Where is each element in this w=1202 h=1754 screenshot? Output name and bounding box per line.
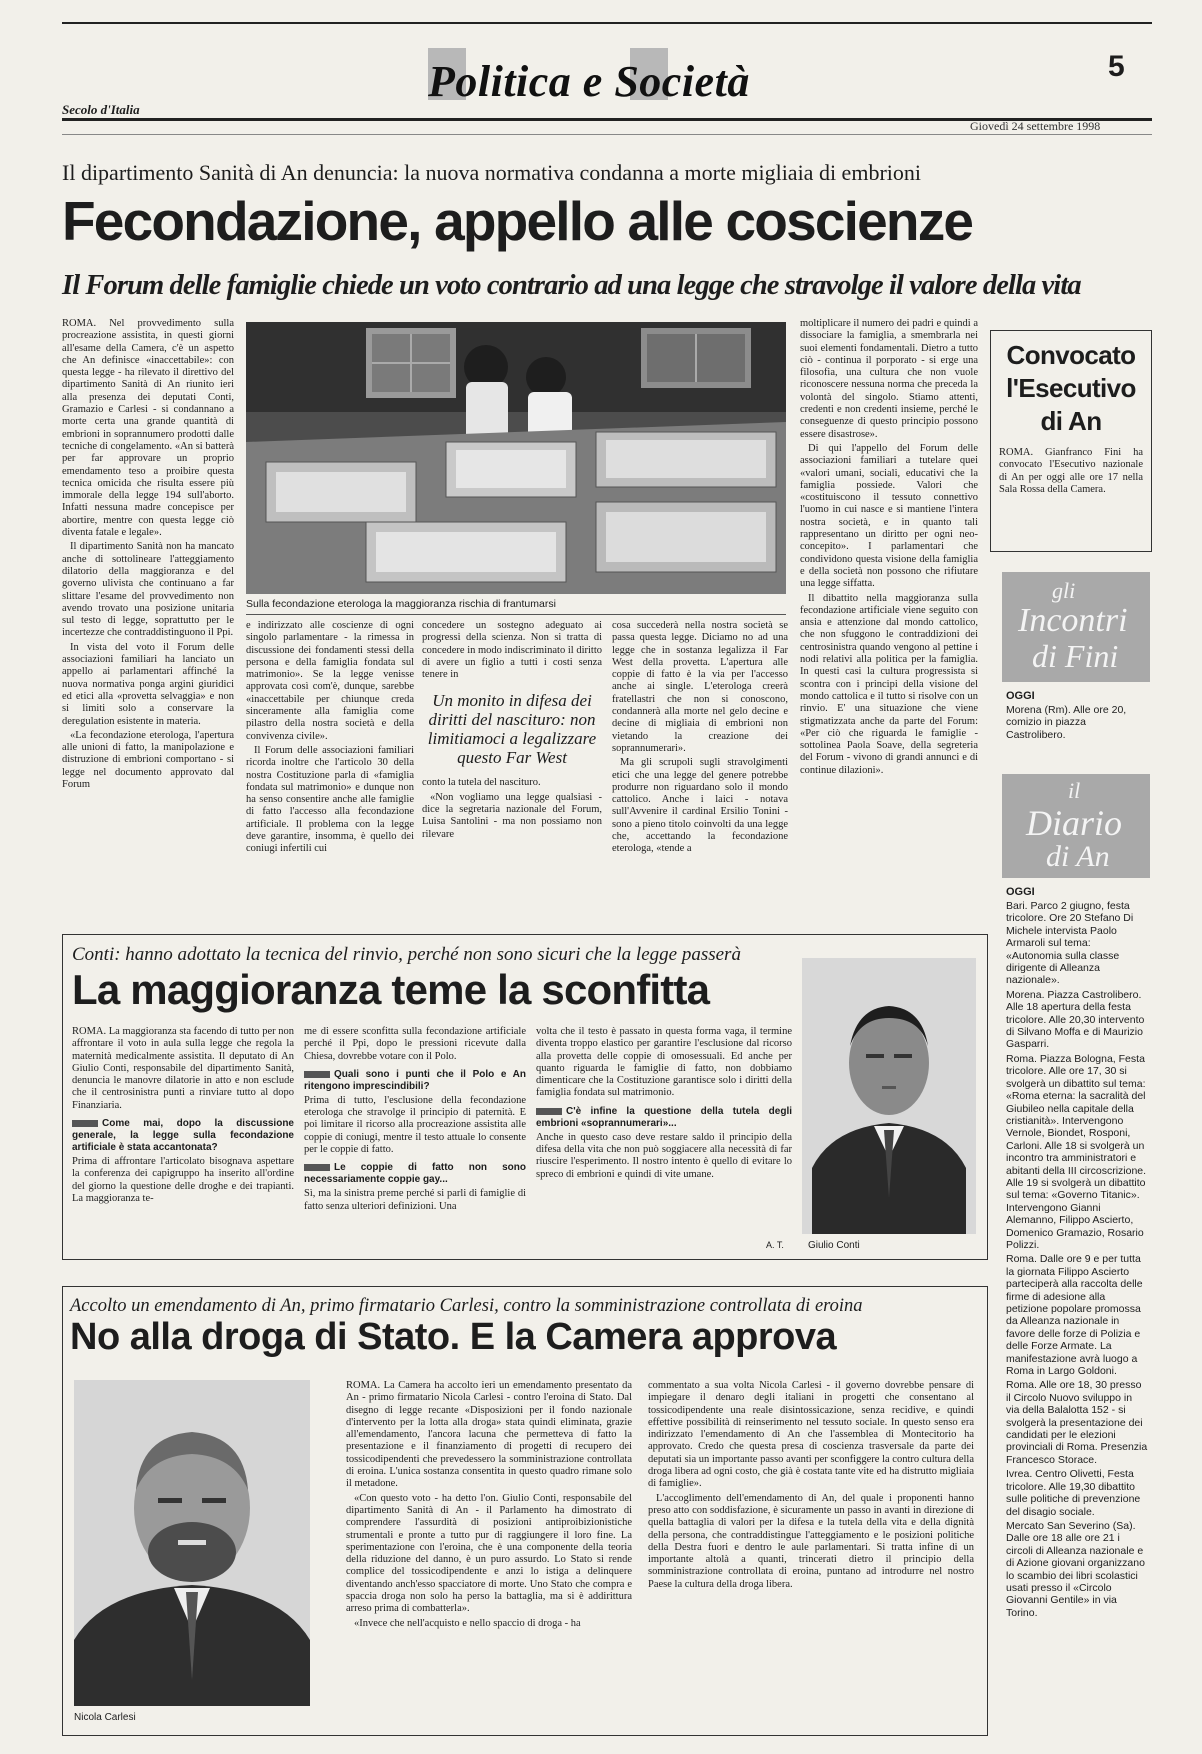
droga-photo <box>74 1380 310 1706</box>
diario-line-3: di An <box>1046 840 1110 873</box>
conti-answer-1: Prima di affrontare l'articolato bisognava aspettare la conferenza dei capigruppo ha inserito all'ordine del giorno la questione delle droghe e dei trapianti. La maggioranza te- <box>72 1156 294 1204</box>
lead-col-4-p1: cosa succederà nella nostra società se passa questa legge. Diciamo no ad una legge che in sostanza legalizza il Far West della provetta. L'apertura alle coppie di fatto è la via per l'accesso anche ai single. L'eterologa creerà fratellastri che non si conoscono, condannerà alla morte nel gelo decine e decine di migliaia di embrioni non vietando la creazione dei soprannumerari». <box>612 620 788 754</box>
conti-question-2-text: Quali sono i punti che il Polo e An ritengono imprescindibili? <box>304 1068 526 1092</box>
droga-photo-caption: Nicola Carlesi <box>74 1712 136 1723</box>
lead-pull-quote: Un monito in difesa dei diritti del nascituro: non limitiamoci a legalizzare questo Far West <box>427 691 597 768</box>
diario-oggi-label: OGGI <box>1006 886 1035 898</box>
lead-col-2-p1: e indirizzato alle coscienze di ogni singolo parlamentare - la rimessa in discussione dei fondamenti stessi della persona e della famiglia fondata sul matrimonio». Se la legge venisse approvata così com'è, dunque, sarebbe «inaccettabile per chiunque creda sinceramente alla famiglia come pilastro della nostra società e della convivenza civile». <box>246 620 414 742</box>
lead-photo-caption: Sulla fecondazione eterologa la maggioranza rischia di frantumarsi <box>246 598 556 610</box>
lead-col-3-p1: concedere un sostegno adeguato ai progressi della scienza. Non si tratta di concedere in modo indiscriminato il diritto di avere un figlio a tutti i costi senza tenere in <box>422 620 602 681</box>
lead-col-2-p2: Il Forum delle associazioni familiari ricorda inoltre che l'articolo 30 della nostra Costituzione parla di «famiglia fondata sul matrimonio» e dunque non ha senso consentire anche alle famiglie di fatto l'accesso alla fecondazione artificiale. Il problema con la legge deve garantire, insomma, è quello dei coniugi infertili cui <box>246 744 414 855</box>
conti-col-3-text: volta che il testo è passato in questa forma vaga, il termine diventa troppo elastico per garantire l'esclusione dal ricorso alla provetta delle coppie di omosessuali. Ed anche per quanto riguarda le famiglie di fatto, non dobbiamo dimenticare che la Costituzione garantisce solo i diritti della famiglia fondata sul matrimonio. <box>536 1026 792 1099</box>
conti-answer-2: Prima di tutto, l'esclusione della fecondazione eterologa che stravolge il principio di paternità. E poi limitare il ricorso alla procreazione assistita alle coppie di coniugi, mentre il testo attuale lo consente per le coppie di fatto. <box>304 1094 526 1156</box>
lead-col-4-p2: Ma gli scrupoli sugli stravolgimenti etici che una legge del genere potrebbe produrre non riguardano solo il mondo cattolico. Anche i laici - notava sull'Avvenire il cardinal Ersilio Tonini - sono a pieno titolo coinvolti da una legge che, accettando la fecondazione eterologa, «tende a <box>612 757 788 855</box>
lead-col-3-p3: «Non vogliamo una legge qualsiasi - dice la segretaria nazionale del Forum, Luisa Santolini - ma non possiamo non rilevare <box>422 791 602 840</box>
convocato-title: Convocato l'Esecutivo di An <box>1006 340 1136 436</box>
lead-subhead: Il Forum delle famiglie chiede un voto contrario ad una legge che stravolge il valore della vita <box>62 270 1081 301</box>
diario-entry: Roma. Piazza Bologna, Festa tricolore. Alle ore 17, 30 si svolgerà un dibattito sul tema: «Roma eterna: la sacralità del Giubileo nella capitale della cristianità». Intervengono Vernole, Biondet, Rosponi, Carloni. Alle 18 si svolgerà un incontro tra amministratori e abitanti della III circoscrizione. Alle 19 si svolgerà un dibattito sul tema: «Governo Titanic». Intervengono Gianni Alemanno, Filippo Ascierto, Domenico Gramazio, Rosario Polizzi. <box>1006 1052 1147 1251</box>
conti-col-1 <box>72 1026 294 1252</box>
portrait-illustration <box>802 958 976 1234</box>
incontri-entry: Morena (Rm). Alle ore 20, comizio in piazza Castrolibero. <box>1006 704 1127 741</box>
incontri-banner <box>1002 572 1150 682</box>
conti-question-3-text: Le coppie di fatto non sono necessariamente coppie gay... <box>304 1162 526 1186</box>
diario-line-2: Diario <box>1026 803 1123 843</box>
lead-col-5-p1: moltiplicare il numero dei padri e quindi a dissociare la famiglia, a smembrarla nei suoi elementi fondamentali. Dietro a tutto ciò - continua il porporato - si erge una filosofia, una cultura che non vuole riconoscere nessuna norma che preceda la volontà del singolo. Stiamo attenti, credenti e non credenti insieme, perché le conseguenze di questo principio possono essere disastrose». <box>800 318 978 440</box>
section-title-text: Politica e Società <box>428 57 750 106</box>
conti-headline: La maggioranza teme la sconfitta <box>72 966 710 1013</box>
droga-col-1-p3: «Invece che nell'acquisto e nello spaccio di droga - ha <box>354 1617 581 1629</box>
conti-question-3 <box>304 1162 526 1186</box>
droga-col-1 <box>346 1380 632 1728</box>
top-rule <box>62 22 1152 24</box>
question-bar <box>72 1120 98 1127</box>
conti-photo <box>802 958 976 1234</box>
diario-line-1: il <box>1068 778 1081 803</box>
conti-question-1-text: Come mai, dopo la discussione generale, la legge sulla fecondazione artificiale è stata accantonata? <box>72 1118 294 1154</box>
conti-signature: A. T. <box>766 1240 784 1250</box>
diario-entry: Roma. Alle ore 18, 30 presso il Circolo Nuovo sviluppo in via della Balalotta 152 - si svolgerà la presentazione dei candidati per le elezioni provinciali di Roma. Presenzia Francesco Storace. <box>1006 1379 1148 1466</box>
conti-question-1 <box>72 1118 294 1154</box>
conti-question-2 <box>304 1069 526 1093</box>
droga-col-2 <box>648 1380 974 1728</box>
conti-answer-3: Sì, ma la sinistra preme perché si parli di famiglie di fatto senza ulteriori definizioni. Una <box>304 1188 526 1212</box>
section-title <box>300 40 900 110</box>
lead-col-5 <box>800 318 978 912</box>
page-number: 5 <box>1108 50 1125 83</box>
diario-entry: Bari. Parco 2 giugno, festa tricolore. Ore 20 Stefano Di Michele intervista Paolo Armaroli sul tema: «Autonomia sulla classe dirigente di Alleanza nazionale». <box>1006 900 1134 987</box>
question-bar <box>304 1164 330 1171</box>
lead-col-3-p2: conto la tutela del nascituro. <box>422 777 541 789</box>
lead-col-1 <box>62 318 234 912</box>
masthead-rule-thin <box>62 134 1152 135</box>
droga-kicker: Accolto un emendamento di An, primo firmatario Carlesi, contro la somministrazione controllata di eroina <box>70 1296 863 1316</box>
nursery-photo-illustration <box>246 322 786 594</box>
diario-entry: Morena. Piazza Castrolibero. Alle 18 apertura della festa tricolore. Alle 20,30 intervento di Silvano Moffa e di Maurizio Gasparri. <box>1006 988 1145 1051</box>
diario-entry: Ivrea. Centro Olivetti, Festa tricolore. Alle 19,30 dibattito sulle politiche di prevenzione del disagio sociale. <box>1006 1468 1141 1518</box>
conti-question-4 <box>536 1106 792 1130</box>
droga-col-1-p1: ROMA. La Camera ha accolto ieri un emendamento presentato da An - primo firmatario Nicola Carlesi - contro l'eroina di Stato. Dal disegno di legge recante «Disposizioni per il fondo nazionale d'intervento per la lotta alla droga» stata quindi eliminata, grazie all'emendamento, l'ancora lacuna che permetteva di fatto la presentazione e il finanziamento di progetti di recupero dei tossicodipendenti che prevedessero la somministrazione controllata di eroina. L'unica sostanza consentita in questo quadro rimane solo il metadone. <box>346 1380 632 1490</box>
lead-col-2 <box>246 620 414 912</box>
droga-headline: No alla droga di Stato. E la Camera approva <box>70 1316 837 1358</box>
portrait-illustration <box>74 1380 310 1706</box>
incontri-line-3: di Fini <box>1032 638 1119 674</box>
incontri-line-2: Incontri <box>1018 602 1128 639</box>
conti-col-1-text: ROMA. La maggioranza sta facendo di tutto per non affrontare il voto in aula sulla legge che regola la maternità medicalmente assistita. Il deputato di An Giulio Conti, responsabile del dipartimento Sanità, denuncia le manovre dilatorie in atto e non esclude che il centrosinistra punti a rinviare tutto al dopo Finanziaria. <box>72 1026 294 1111</box>
issue-date: Giovedì 24 settembre 1998 <box>970 119 1101 133</box>
conti-col-2-text: me di essere sconfitta sulla fecondazione artificiale perché il Ppi, dopo le pressioni ricevute dalla Chiesa, dovrebbe votare con il Polo. <box>304 1026 526 1062</box>
diario-entry: Mercato San Severino (Sa). Dalle ore 18 alle ore 21 i circoli di Alleanza nazionale e di Azione giovani organizzano lo scambio dei libri scolastici usati presso il «Circolo Giovanni Gentile» in via Torino. <box>1006 1519 1145 1619</box>
incontri-line-1: gli <box>1052 578 1076 603</box>
diario-entry: Roma. Dalle ore 9 e per tutta la giornata Filippo Ascierto parteciperà alla raccolta delle firme di adesione alla petizione popolare promossa da Alleanza nazionale in favore delle forze di Polizia e delle Forze Armate. La manifestazione avrà luogo a Roma in Largo Goldoni. <box>1006 1253 1143 1378</box>
lead-photo-caption-rule <box>246 614 786 615</box>
diario-banner <box>1002 774 1150 878</box>
lead-col-4 <box>612 620 788 912</box>
convocato-box <box>990 330 1152 552</box>
lead-headline: Fecondazione, appello alle coscienze <box>62 190 973 252</box>
diario-entries <box>1006 900 1148 1735</box>
lead-col-5-p2: Di qui l'appello del Forum delle associazioni familiari a tutelare quei «valori umani, sociali, educativi che la famiglia possiede. Valori che «costituiscono il tessuto connettivo l'uomo in cui nasce e si mantiene l'intera nostra società, e in quanto tali rappresentano un diritto per ogni neo-concepito». I parlamentari che condividono questa visione della famiglia e della società non possono che rifiutare una legge siffatta. <box>800 442 978 590</box>
conti-col-2 <box>304 1026 526 1252</box>
droga-col-1-p2: «Con questo voto - ha detto l'on. Giulio Conti, responsabile del dipartimento Sanità di An - il Parlamento ha dimostrato di comprendere l'assurdità di posizioni antiproibizionistiche strumentali e pronte a tutto pur di raggiungere il loro fine. La sperimentazione con l'eroina, che è una componente della teoria della riduzione del danno, è un puro assurdo. Lo Stato si rende complice del tossicodipendente e anzi lo istiga a delinquere diventando anch'esso spacciatore di morte. Uno Stato che compra e spaccia droga non solo ha perso la battaglia, ma si è addirittura arreso prima di combatterla». <box>346 1492 632 1615</box>
lead-col-1-p3: In vista del voto il Forum delle associazioni familiari ha lanciato un appello ai parlamentari affinché la nuova normativa ponga argini giuridici ed etici alla «provetta selvaggia» e non si limiti solo a conservare la deregulation esistente in materia. <box>62 641 234 727</box>
conti-answer-4: Anche in questo caso deve restare saldo il principio della difesa della vita che non può soggiacere alla necessità di far riuscire l'esperimento. Il nostro intento è quello di evitare lo spreco di embrioni e quindi di vite umane. <box>536 1131 792 1180</box>
lead-col-1-p2: Il dipartimento Sanità non ha mancato anche di sottolineare l'atteggiamento dilatorio della maggioranza e del governo ulivista che continuano a far slittare l'esame del provvedimento non avendo trovato una posizione unitaria sul testo di legge, soprattutto per le incertezze che contraddistinguono il Ppi. <box>62 541 234 639</box>
incontri-oggi-label: OGGI <box>1006 690 1035 702</box>
paper-name: Secolo d'Italia <box>62 102 140 117</box>
lead-col-1-p4: «La fecondazione eterologa, l'apertura alle unioni di fatto, la manipolazione e distruzione di embrioni comportano - si legge nel documento approvato dal Forum <box>62 729 234 790</box>
convocato-text: ROMA. Gianfranco Fini ha convocato l'Esecutivo nazionale di An per oggi alle ore 17 nella Sala Rossa della Camera. <box>999 447 1143 495</box>
lead-col-1-p1: ROMA. Nel provvedimento sulla procreazione assistita, in questi giorni all'esame della Camera, c'è un aspetto che An definisce «inaccettabile»: con questa legge - ha rilevato il direttivo del dipartimento Sanità di An riunito ieri alla presenza dei deputati Conti, Gramazio e Carlesi - si condannano a morte certa una grande quantità di embrioni in soprannumero prodotti dalle tecniche di congelamento. «An si batterà per far approvare un proprio emendamento teso a proibire questa tecnica omicida che risulta essere più immorale della legge 194 sull'aborto. Infatti nessuna madre concepisce per abortire, mentre con questa legge ciò diventa fatale e legale». <box>62 318 234 539</box>
conti-photo-caption: Giulio Conti <box>808 1240 860 1251</box>
lead-kicker: Il dipartimento Sanità di An denuncia: la nuova normativa condanna a morte migliaia di embrioni <box>62 160 921 185</box>
lead-photo <box>246 322 786 594</box>
question-bar <box>536 1108 562 1115</box>
conti-col-3 <box>536 1026 792 1236</box>
lead-col-3 <box>422 620 602 912</box>
droga-col-2-p1: commentato a sua volta Nicola Carlesi - il governo dovrebbe pensare di impiegare il denaro degli italiani in progetti che consentano al tossicodipendente una reale disintossicazione, senza recidive, e quindi effettive possibilità di reinserimento nel tessuto sociale. In questo senso era indirizzato l'emendamento di An che l'assemblea di Montecitorio ha approvato. Credo che questa presa di coscienza trasversale da parte dei deputati sia un importante passo avanti per sconfiggere la contro cultura della droga libera ad ogni costo, che già è costata tante vite ed ha distrutto migliaia di famiglie». <box>648 1380 974 1490</box>
lead-col-5-p3: Il dibattito nella maggioranza sulla fecondazione artificiale viene seguito con ansia e attenzione dal mondo cattolico, che non sfuggono le contraddizioni dei centrosinistra quando vengono al pettine i nodi relativi alla politica per la famiglia. In questi casi la cultura progressista si scontra con i principi della visione del mondo cattolica e il tutto si risolve con un rinvio. E' una situazione che viene stigmatizzata anche da parte del Forum: «Per ciò che riguarda le famiglie - sottolinea Paola Soave, della segreteria del Forum - vivono di grandi annunci e di continue dilazioni». <box>800 592 978 776</box>
conti-kicker: Conti: hanno adottato la tecnica del rinvio, perché non sono sicuri che la legge passerà <box>72 944 741 965</box>
droga-col-2-p2: L'accoglimento dell'emendamento di An, del quale i proponenti hanno preso atto con soddisfazione, è sicuramente un passo in avanti in direzione di quella battaglia di valori per la difesa e la tutela della vita e della dignità della persona, che contraddistingue l'atteggiamento e le posizioni politiche della Destra fuori e dentro le aule parlamentari. Si tratta infine di un importante altolà a quanti, trincerati dietro il principio della somministrazione controllata di eroina, puntano ad introdurre nel nostro Paese la cultura della droga libera. <box>648 1492 974 1590</box>
question-bar <box>304 1071 330 1078</box>
conti-question-4-text: C'è infine la questione della tutela degli embrioni «soprannumerari»... <box>536 1105 792 1129</box>
